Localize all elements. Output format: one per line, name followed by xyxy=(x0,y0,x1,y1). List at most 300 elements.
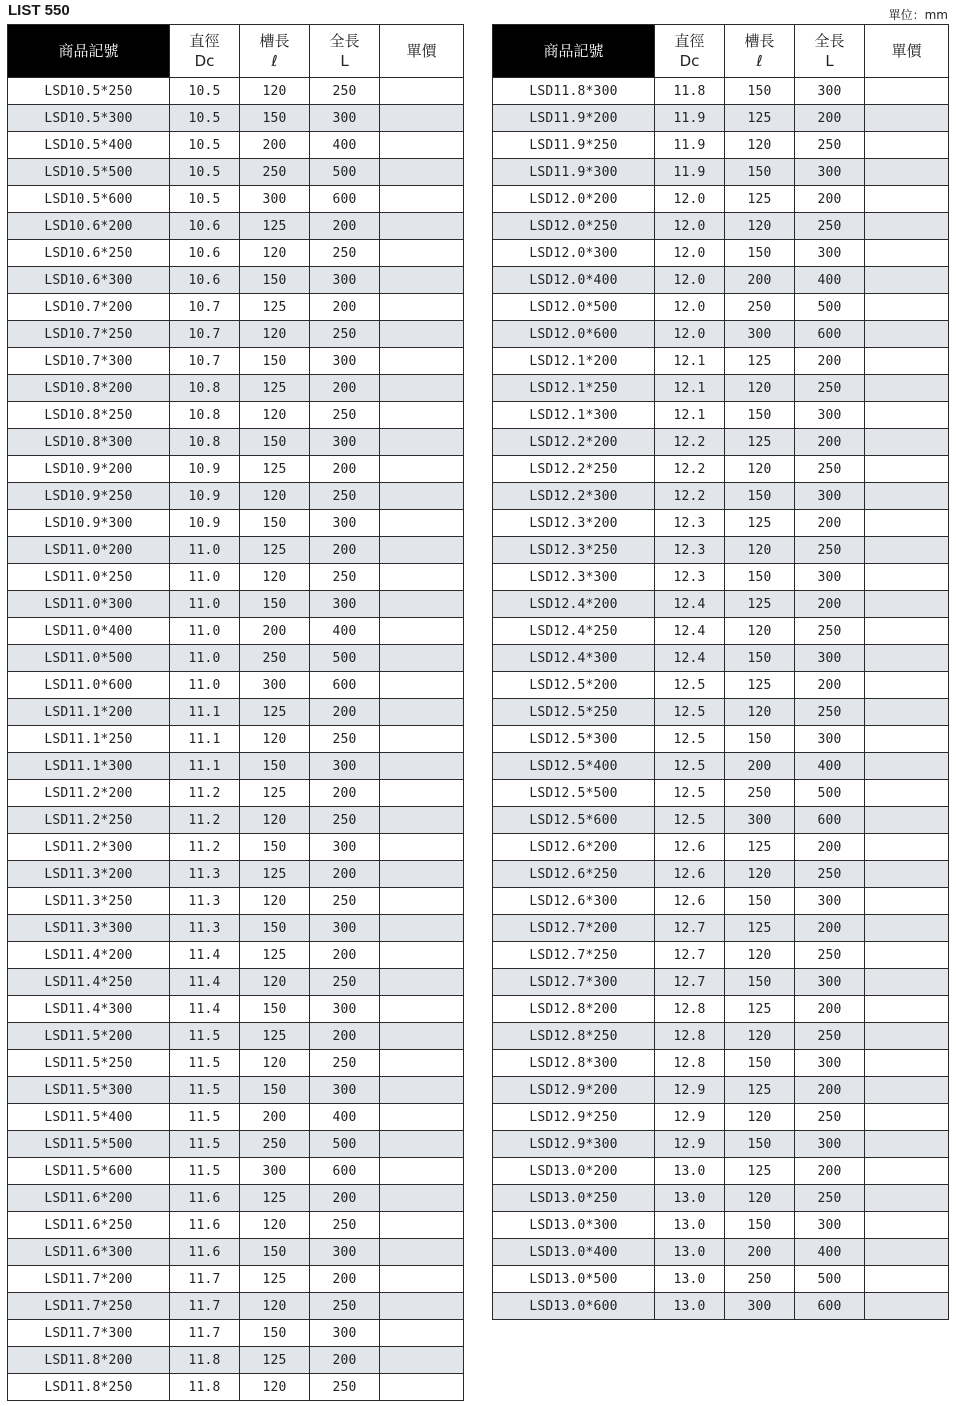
cell-price xyxy=(380,1050,464,1077)
cell-price xyxy=(380,591,464,618)
cell-flute-length: 120 xyxy=(725,861,795,888)
cell-product-code: LSD10.5*400 xyxy=(8,132,170,159)
table-row xyxy=(493,564,949,591)
table-row xyxy=(493,1158,949,1185)
cell-product-code: LSD11.7*200 xyxy=(8,1266,170,1293)
cell-price xyxy=(380,1347,464,1374)
table-row xyxy=(493,294,949,321)
cell-total-length: 250 xyxy=(310,1293,380,1320)
cell-price xyxy=(865,456,949,483)
cell-price xyxy=(865,1131,949,1158)
cell-price xyxy=(865,1023,949,1050)
cell-diameter: 12.7 xyxy=(655,942,725,969)
cell-diameter: 11.3 xyxy=(170,888,240,915)
table-row xyxy=(8,402,464,429)
cell-product-code: LSD12.9*200 xyxy=(493,1077,655,1104)
cell-flute-length: 150 xyxy=(725,159,795,186)
cell-diameter: 10.8 xyxy=(170,375,240,402)
cell-product-code: LSD12.6*200 xyxy=(493,834,655,861)
cell-diameter: 11.4 xyxy=(170,969,240,996)
cell-price xyxy=(380,186,464,213)
cell-total-length: 500 xyxy=(310,1131,380,1158)
cell-flute-length: 120 xyxy=(240,564,310,591)
table-body-left xyxy=(8,78,464,1401)
cell-total-length: 250 xyxy=(310,807,380,834)
cell-diameter: 12.7 xyxy=(655,969,725,996)
cell-diameter: 12.5 xyxy=(655,780,725,807)
col-header-code: 商品記號 xyxy=(8,25,170,78)
cell-total-length: 300 xyxy=(795,1212,865,1239)
cell-diameter: 13.0 xyxy=(655,1239,725,1266)
cell-total-length: 200 xyxy=(795,348,865,375)
cell-flute-length: 120 xyxy=(240,1293,310,1320)
table-row xyxy=(8,915,464,942)
cell-flute-length: 120 xyxy=(725,132,795,159)
cell-flute-length: 125 xyxy=(240,1266,310,1293)
cell-product-code: LSD10.5*600 xyxy=(8,186,170,213)
cell-diameter: 13.0 xyxy=(655,1266,725,1293)
cell-price xyxy=(380,456,464,483)
cell-price xyxy=(380,942,464,969)
cell-flute-length: 300 xyxy=(725,321,795,348)
cell-flute-length: 150 xyxy=(240,510,310,537)
cell-price xyxy=(865,132,949,159)
cell-price xyxy=(380,159,464,186)
cell-flute-length: 125 xyxy=(240,456,310,483)
cell-product-code: LSD12.5*250 xyxy=(493,699,655,726)
cell-price xyxy=(380,618,464,645)
cell-diameter: 12.2 xyxy=(655,456,725,483)
cell-total-length: 300 xyxy=(795,1050,865,1077)
cell-flute-length: 120 xyxy=(240,807,310,834)
table-row xyxy=(8,969,464,996)
table-row xyxy=(8,861,464,888)
cell-total-length: 500 xyxy=(795,294,865,321)
cell-total-length: 200 xyxy=(310,1347,380,1374)
cell-diameter: 12.8 xyxy=(655,996,725,1023)
col-header-price: 單價 xyxy=(865,25,949,78)
cell-product-code: LSD12.9*250 xyxy=(493,1104,655,1131)
cell-total-length: 250 xyxy=(795,699,865,726)
cell-diameter: 10.5 xyxy=(170,105,240,132)
cell-flute-length: 120 xyxy=(240,321,310,348)
cell-diameter: 11.2 xyxy=(170,834,240,861)
cell-flute-length: 150 xyxy=(240,1239,310,1266)
table-row xyxy=(493,1077,949,1104)
price-table-right xyxy=(492,24,949,1320)
cell-total-length: 200 xyxy=(795,429,865,456)
cell-total-length: 500 xyxy=(310,159,380,186)
cell-flute-length: 200 xyxy=(725,267,795,294)
cell-diameter: 12.8 xyxy=(655,1050,725,1077)
cell-product-code: LSD10.9*200 xyxy=(8,456,170,483)
cell-product-code: LSD11.2*250 xyxy=(8,807,170,834)
cell-total-length: 250 xyxy=(310,564,380,591)
cell-product-code: LSD10.9*300 xyxy=(8,510,170,537)
table-row xyxy=(8,753,464,780)
cell-price xyxy=(380,861,464,888)
cell-price xyxy=(865,672,949,699)
cell-total-length: 200 xyxy=(795,186,865,213)
cell-price xyxy=(865,537,949,564)
cell-flute-length: 150 xyxy=(725,402,795,429)
cell-total-length: 250 xyxy=(795,861,865,888)
cell-product-code: LSD12.1*300 xyxy=(493,402,655,429)
col-header-flute-symbol: ℓ xyxy=(271,52,278,70)
cell-flute-length: 250 xyxy=(725,1266,795,1293)
cell-diameter: 11.7 xyxy=(170,1266,240,1293)
cell-flute-length: 125 xyxy=(725,1077,795,1104)
cell-price xyxy=(865,294,949,321)
cell-product-code: LSD11.2*300 xyxy=(8,834,170,861)
cell-product-code: LSD12.6*250 xyxy=(493,861,655,888)
cell-flute-length: 150 xyxy=(240,348,310,375)
cell-total-length: 300 xyxy=(310,267,380,294)
cell-price xyxy=(865,699,949,726)
cell-price xyxy=(380,564,464,591)
cell-product-code: LSD13.0*500 xyxy=(493,1266,655,1293)
cell-product-code: LSD12.3*200 xyxy=(493,510,655,537)
cell-total-length: 300 xyxy=(795,240,865,267)
cell-total-length: 200 xyxy=(795,834,865,861)
cell-total-length: 200 xyxy=(310,780,380,807)
table-row xyxy=(493,402,949,429)
cell-flute-length: 300 xyxy=(240,1158,310,1185)
cell-product-code: LSD11.9*250 xyxy=(493,132,655,159)
cell-flute-length: 150 xyxy=(240,1320,310,1347)
cell-total-length: 500 xyxy=(310,645,380,672)
cell-flute-length: 200 xyxy=(240,132,310,159)
cell-diameter: 12.7 xyxy=(655,915,725,942)
cell-product-code: LSD11.0*600 xyxy=(8,672,170,699)
cell-total-length: 250 xyxy=(310,969,380,996)
cell-flute-length: 150 xyxy=(240,915,310,942)
cell-flute-length: 125 xyxy=(725,429,795,456)
cell-product-code: LSD10.8*300 xyxy=(8,429,170,456)
cell-product-code: LSD11.0*200 xyxy=(8,537,170,564)
cell-price xyxy=(380,267,464,294)
cell-diameter: 12.3 xyxy=(655,510,725,537)
cell-flute-length: 120 xyxy=(240,78,310,105)
cell-total-length: 250 xyxy=(795,618,865,645)
cell-flute-length: 150 xyxy=(725,1212,795,1239)
cell-price xyxy=(865,942,949,969)
cell-diameter: 12.9 xyxy=(655,1131,725,1158)
cell-flute-length: 120 xyxy=(725,375,795,402)
cell-flute-length: 125 xyxy=(240,942,310,969)
table-row xyxy=(493,645,949,672)
cell-total-length: 300 xyxy=(310,105,380,132)
cell-price xyxy=(380,429,464,456)
cell-price xyxy=(380,780,464,807)
cell-diameter: 11.2 xyxy=(170,807,240,834)
cell-product-code: LSD11.5*600 xyxy=(8,1158,170,1185)
cell-diameter: 11.0 xyxy=(170,537,240,564)
cell-price xyxy=(380,645,464,672)
cell-total-length: 300 xyxy=(310,834,380,861)
cell-flute-length: 120 xyxy=(725,1104,795,1131)
cell-price xyxy=(865,1239,949,1266)
cell-diameter: 11.0 xyxy=(170,618,240,645)
cell-price xyxy=(380,753,464,780)
cell-product-code: LSD10.5*500 xyxy=(8,159,170,186)
cell-diameter: 12.0 xyxy=(655,240,725,267)
cell-diameter: 12.0 xyxy=(655,186,725,213)
cell-flute-length: 120 xyxy=(240,1212,310,1239)
cell-flute-length: 120 xyxy=(725,942,795,969)
cell-price xyxy=(865,645,949,672)
cell-diameter: 12.8 xyxy=(655,1023,725,1050)
cell-price xyxy=(865,348,949,375)
cell-price xyxy=(380,78,464,105)
table-row xyxy=(493,537,949,564)
cell-flute-length: 125 xyxy=(725,591,795,618)
cell-flute-length: 125 xyxy=(725,834,795,861)
cell-flute-length: 120 xyxy=(240,483,310,510)
cell-total-length: 200 xyxy=(310,1266,380,1293)
cell-flute-length: 120 xyxy=(240,1374,310,1401)
cell-total-length: 600 xyxy=(795,1293,865,1320)
cell-product-code: LSD12.5*400 xyxy=(493,753,655,780)
table-row xyxy=(493,753,949,780)
col-header-diameter-symbol: Dc xyxy=(194,52,215,70)
cell-price xyxy=(865,834,949,861)
cell-product-code: LSD12.4*250 xyxy=(493,618,655,645)
table-row xyxy=(493,267,949,294)
cell-flute-length: 200 xyxy=(240,618,310,645)
col-header-total-symbol: L xyxy=(825,52,834,70)
cell-diameter: 11.4 xyxy=(170,942,240,969)
table-row xyxy=(493,672,949,699)
table-row xyxy=(493,1023,949,1050)
cell-product-code: LSD12.2*200 xyxy=(493,429,655,456)
cell-product-code: LSD11.4*300 xyxy=(8,996,170,1023)
cell-total-length: 250 xyxy=(795,375,865,402)
cell-flute-length: 125 xyxy=(725,915,795,942)
cell-price xyxy=(865,1077,949,1104)
cell-product-code: LSD11.0*250 xyxy=(8,564,170,591)
cell-price xyxy=(865,240,949,267)
cell-total-length: 200 xyxy=(310,213,380,240)
table-row xyxy=(8,213,464,240)
table-row xyxy=(493,591,949,618)
table-row xyxy=(8,321,464,348)
cell-price xyxy=(865,618,949,645)
table-row xyxy=(8,429,464,456)
cell-product-code: LSD12.0*400 xyxy=(493,267,655,294)
col-header-diameter-label: 直徑 xyxy=(189,32,220,50)
table-row xyxy=(8,348,464,375)
cell-diameter: 11.7 xyxy=(170,1320,240,1347)
cell-diameter: 12.4 xyxy=(655,618,725,645)
table-row xyxy=(493,780,949,807)
cell-diameter: 11.8 xyxy=(170,1374,240,1401)
cell-price xyxy=(865,1293,949,1320)
cell-diameter: 11.1 xyxy=(170,753,240,780)
table-row xyxy=(493,1293,949,1320)
cell-diameter: 11.6 xyxy=(170,1185,240,1212)
table-row xyxy=(493,105,949,132)
table-row xyxy=(493,834,949,861)
cell-diameter: 11.0 xyxy=(170,672,240,699)
cell-total-length: 300 xyxy=(310,1239,380,1266)
cell-price xyxy=(380,375,464,402)
cell-product-code: LSD11.8*200 xyxy=(8,1347,170,1374)
cell-flute-length: 125 xyxy=(240,375,310,402)
cell-product-code: LSD11.1*250 xyxy=(8,726,170,753)
cell-diameter: 11.5 xyxy=(170,1050,240,1077)
cell-total-length: 600 xyxy=(795,807,865,834)
cell-total-length: 300 xyxy=(310,348,380,375)
cell-flute-length: 125 xyxy=(240,213,310,240)
cell-diameter: 10.6 xyxy=(170,267,240,294)
cell-price xyxy=(865,753,949,780)
cell-product-code: LSD10.6*200 xyxy=(8,213,170,240)
cell-flute-length: 120 xyxy=(240,402,310,429)
cell-total-length: 300 xyxy=(310,1320,380,1347)
cell-product-code: LSD11.4*250 xyxy=(8,969,170,996)
cell-price xyxy=(865,888,949,915)
cell-price xyxy=(380,483,464,510)
cell-flute-length: 150 xyxy=(725,240,795,267)
cell-flute-length: 120 xyxy=(725,699,795,726)
cell-diameter: 12.9 xyxy=(655,1104,725,1131)
cell-product-code: LSD13.0*600 xyxy=(493,1293,655,1320)
cell-total-length: 400 xyxy=(795,267,865,294)
cell-total-length: 600 xyxy=(310,186,380,213)
cell-diameter: 12.6 xyxy=(655,888,725,915)
cell-total-length: 250 xyxy=(310,483,380,510)
cell-diameter: 10.5 xyxy=(170,78,240,105)
col-header-diameter xyxy=(170,25,240,78)
cell-price xyxy=(380,321,464,348)
cell-diameter: 12.5 xyxy=(655,672,725,699)
cell-total-length: 400 xyxy=(795,1239,865,1266)
cell-price xyxy=(380,537,464,564)
cell-diameter: 12.0 xyxy=(655,267,725,294)
cell-diameter: 12.3 xyxy=(655,537,725,564)
cell-price xyxy=(380,402,464,429)
table-row xyxy=(8,375,464,402)
cell-product-code: LSD10.7*250 xyxy=(8,321,170,348)
cell-price xyxy=(865,1212,949,1239)
cell-diameter: 10.5 xyxy=(170,132,240,159)
cell-price xyxy=(865,1050,949,1077)
cell-price xyxy=(865,159,949,186)
cell-diameter: 11.5 xyxy=(170,1104,240,1131)
cell-product-code: LSD12.5*200 xyxy=(493,672,655,699)
table-row xyxy=(8,105,464,132)
cell-flute-length: 250 xyxy=(240,645,310,672)
cell-flute-length: 120 xyxy=(725,456,795,483)
cell-product-code: LSD11.0*500 xyxy=(8,645,170,672)
cell-flute-length: 125 xyxy=(725,672,795,699)
cell-flute-length: 150 xyxy=(725,78,795,105)
cell-product-code: LSD12.3*300 xyxy=(493,564,655,591)
cell-price xyxy=(865,483,949,510)
table-row xyxy=(8,1239,464,1266)
cell-flute-length: 150 xyxy=(240,1077,310,1104)
cell-total-length: 300 xyxy=(795,78,865,105)
cell-product-code: LSD10.6*300 xyxy=(8,267,170,294)
table-row xyxy=(8,591,464,618)
cell-price xyxy=(380,1320,464,1347)
table-row xyxy=(493,807,949,834)
cell-flute-length: 150 xyxy=(725,969,795,996)
cell-diameter: 12.5 xyxy=(655,699,725,726)
cell-product-code: LSD10.8*200 xyxy=(8,375,170,402)
cell-diameter: 11.5 xyxy=(170,1158,240,1185)
cell-total-length: 250 xyxy=(795,456,865,483)
cell-diameter: 11.6 xyxy=(170,1239,240,1266)
cell-product-code: LSD12.8*200 xyxy=(493,996,655,1023)
cell-price xyxy=(380,807,464,834)
table-row xyxy=(8,483,464,510)
table-row xyxy=(493,996,949,1023)
cell-total-length: 200 xyxy=(310,861,380,888)
cell-price xyxy=(865,375,949,402)
col-header-total-label: 全長 xyxy=(814,32,845,50)
table-row xyxy=(493,1050,949,1077)
cell-flute-length: 125 xyxy=(240,1185,310,1212)
table-row xyxy=(8,1212,464,1239)
cell-price xyxy=(865,429,949,456)
col-header-flute-length xyxy=(725,25,795,78)
cell-total-length: 250 xyxy=(310,1050,380,1077)
cell-product-code: LSD11.3*200 xyxy=(8,861,170,888)
cell-total-length: 200 xyxy=(310,942,380,969)
cell-total-length: 200 xyxy=(795,591,865,618)
cell-diameter: 10.9 xyxy=(170,510,240,537)
cell-flute-length: 120 xyxy=(240,240,310,267)
col-header-price: 單價 xyxy=(380,25,464,78)
cell-flute-length: 125 xyxy=(725,510,795,537)
cell-product-code: LSD12.5*500 xyxy=(493,780,655,807)
list-title: LIST 550 xyxy=(8,2,70,19)
cell-product-code: LSD10.5*300 xyxy=(8,105,170,132)
cell-total-length: 250 xyxy=(795,1023,865,1050)
cell-flute-length: 200 xyxy=(725,753,795,780)
cell-total-length: 500 xyxy=(795,1266,865,1293)
cell-product-code: LSD11.5*250 xyxy=(8,1050,170,1077)
cell-total-length: 300 xyxy=(310,996,380,1023)
cell-total-length: 200 xyxy=(310,537,380,564)
cell-total-length: 200 xyxy=(310,1023,380,1050)
col-header-total-length xyxy=(795,25,865,78)
cell-diameter: 11.0 xyxy=(170,564,240,591)
cell-price xyxy=(865,213,949,240)
cell-price xyxy=(380,834,464,861)
cell-product-code: LSD11.6*200 xyxy=(8,1185,170,1212)
cell-total-length: 200 xyxy=(795,1158,865,1185)
cell-total-length: 200 xyxy=(795,996,865,1023)
cell-product-code: LSD12.3*250 xyxy=(493,537,655,564)
cell-product-code: LSD11.5*300 xyxy=(8,1077,170,1104)
cell-total-length: 250 xyxy=(310,78,380,105)
table-row xyxy=(493,240,949,267)
table-row xyxy=(8,294,464,321)
cell-price xyxy=(865,267,949,294)
table-row xyxy=(8,1131,464,1158)
table-row xyxy=(8,1050,464,1077)
table-row xyxy=(8,1023,464,1050)
cell-product-code: LSD12.2*250 xyxy=(493,456,655,483)
table-row xyxy=(493,213,949,240)
cell-price xyxy=(380,348,464,375)
cell-product-code: LSD13.0*250 xyxy=(493,1185,655,1212)
cell-diameter: 10.7 xyxy=(170,294,240,321)
cell-diameter: 11.1 xyxy=(170,699,240,726)
